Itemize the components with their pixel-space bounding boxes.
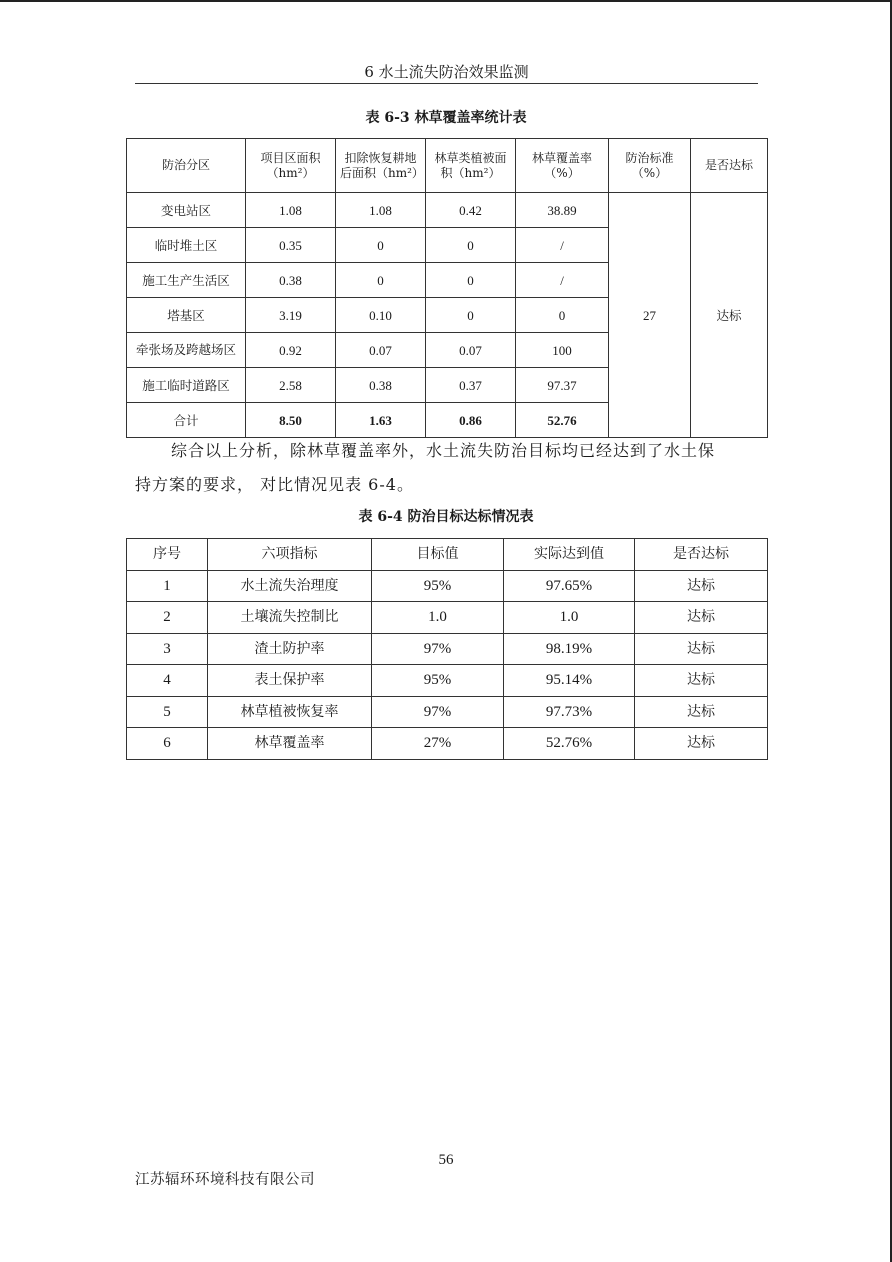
column-header: 目标值 (372, 539, 504, 571)
target-cell: 1.0 (372, 602, 504, 634)
table-header-row (127, 139, 768, 193)
column-header: 扣除恢复耕地后面积（hm²） (336, 139, 426, 193)
indicator-cell: 土壤流失控制比 (208, 602, 372, 634)
result-cell: 达标 (691, 193, 768, 438)
total-area-cell: 8.50 (246, 403, 336, 438)
company-name: 江苏辐环环境科技有限公司 (135, 1172, 315, 1188)
target-cell: 97% (372, 696, 504, 728)
standard-cell: 27 (609, 193, 691, 438)
index-cell: 3 (127, 633, 208, 665)
column-header: 实际达到值 (504, 539, 635, 571)
table-row (127, 665, 768, 697)
target-cell: 95% (372, 665, 504, 697)
actual-cell: 52.76% (504, 728, 635, 760)
page-header: 6 水土流失防治效果监测 (364, 63, 529, 81)
index-cell: 4 (127, 665, 208, 697)
actual-cell: 98.19% (504, 633, 635, 665)
coverage-cell: 100 (516, 333, 609, 368)
index-cell: 6 (127, 728, 208, 760)
area-cell: 0.92 (246, 333, 336, 368)
actual-cell: 1.0 (504, 602, 635, 634)
column-header: 序号 (127, 539, 208, 571)
indicator-cell: 林草覆盖率 (208, 728, 372, 760)
target-cell: 27% (372, 728, 504, 760)
body-paragraph-line: 持方案的要求， 对比情况见表 6-4。 (135, 475, 414, 494)
veg-area-cell: 0 (426, 228, 516, 263)
table-row (127, 728, 768, 760)
zone-cell: 塔基区 (127, 298, 246, 333)
target-cell: 95% (372, 570, 504, 602)
coverage-cell: / (516, 263, 609, 298)
coverage-cell: 0 (516, 298, 609, 333)
area-cell: 1.08 (246, 193, 336, 228)
index-cell: 1 (127, 570, 208, 602)
total-net-area-cell: 1.63 (336, 403, 426, 438)
indicator-cell: 水土流失治理度 (208, 570, 372, 602)
index-cell: 5 (127, 696, 208, 728)
net-area-cell: 0.07 (336, 333, 426, 368)
column-header: 防治分区 (127, 139, 246, 193)
coverage-cell: 38.89 (516, 193, 609, 228)
result-cell: 达标 (635, 728, 768, 760)
veg-area-cell: 0.37 (426, 368, 516, 403)
page-number: 56 (438, 1152, 454, 1168)
table-caption: 表 6-3 林草覆盖率统计表 (365, 110, 527, 126)
table-header-row (127, 539, 768, 571)
table-row (127, 602, 768, 634)
result-cell: 达标 (635, 633, 768, 665)
table-row (127, 193, 768, 228)
result-cell: 达标 (635, 696, 768, 728)
table-row (127, 696, 768, 728)
net-area-cell: 0.10 (336, 298, 426, 333)
indicator-cell: 表土保护率 (208, 665, 372, 697)
veg-area-cell: 0.42 (426, 193, 516, 228)
coverage-cell: 97.37 (516, 368, 609, 403)
body-paragraph-line: 综合以上分析，除林草覆盖率外，水土流失防治目标均已经达到了水土保 (171, 441, 716, 460)
actual-cell: 95.14% (504, 665, 635, 697)
column-header: 项目区面积（hm²） (246, 139, 336, 193)
column-header: 防治标准（%） (609, 139, 691, 193)
net-area-cell: 0 (336, 263, 426, 298)
zone-cell: 变电站区 (127, 193, 246, 228)
table-row (127, 570, 768, 602)
actual-cell: 97.65% (504, 570, 635, 602)
veg-area-cell: 0 (426, 263, 516, 298)
index-cell: 2 (127, 602, 208, 634)
veg-area-cell: 0.07 (426, 333, 516, 368)
coverage-table (126, 138, 768, 438)
result-cell: 达标 (635, 665, 768, 697)
zone-cell: 临时堆土区 (127, 228, 246, 263)
total-veg-area-cell: 0.86 (426, 403, 516, 438)
column-header: 是否达标 (691, 139, 768, 193)
column-header: 林草覆盖率（%） (516, 139, 609, 193)
zone-cell: 施工临时道路区 (127, 368, 246, 403)
column-header: 是否达标 (635, 539, 768, 571)
zone-cell: 施工生产生活区 (127, 263, 246, 298)
net-area-cell: 0.38 (336, 368, 426, 403)
result-cell: 达标 (635, 570, 768, 602)
total-label-cell: 合计 (127, 403, 246, 438)
column-header: 林草类植被面积（hm²） (426, 139, 516, 193)
result-cell: 达标 (635, 602, 768, 634)
net-area-cell: 0 (336, 228, 426, 263)
area-cell: 3.19 (246, 298, 336, 333)
indicator-cell: 林草植被恢复率 (208, 696, 372, 728)
coverage-cell: / (516, 228, 609, 263)
actual-cell: 97.73% (504, 696, 635, 728)
total-coverage-cell: 52.76 (516, 403, 609, 438)
area-cell: 2.58 (246, 368, 336, 403)
table-caption: 表 6-4 防治目标达标情况表 (358, 509, 534, 525)
area-cell: 0.38 (246, 263, 336, 298)
table-row (127, 633, 768, 665)
indicator-cell: 渣土防护率 (208, 633, 372, 665)
net-area-cell: 1.08 (336, 193, 426, 228)
column-header: 六项指标 (208, 539, 372, 571)
veg-area-cell: 0 (426, 298, 516, 333)
area-cell: 0.35 (246, 228, 336, 263)
targets-table (126, 538, 768, 760)
zone-cell: 牵张场及跨越场区 (127, 333, 246, 368)
page-border (0, 0, 892, 2)
target-cell: 97% (372, 633, 504, 665)
header-rule (135, 83, 758, 84)
